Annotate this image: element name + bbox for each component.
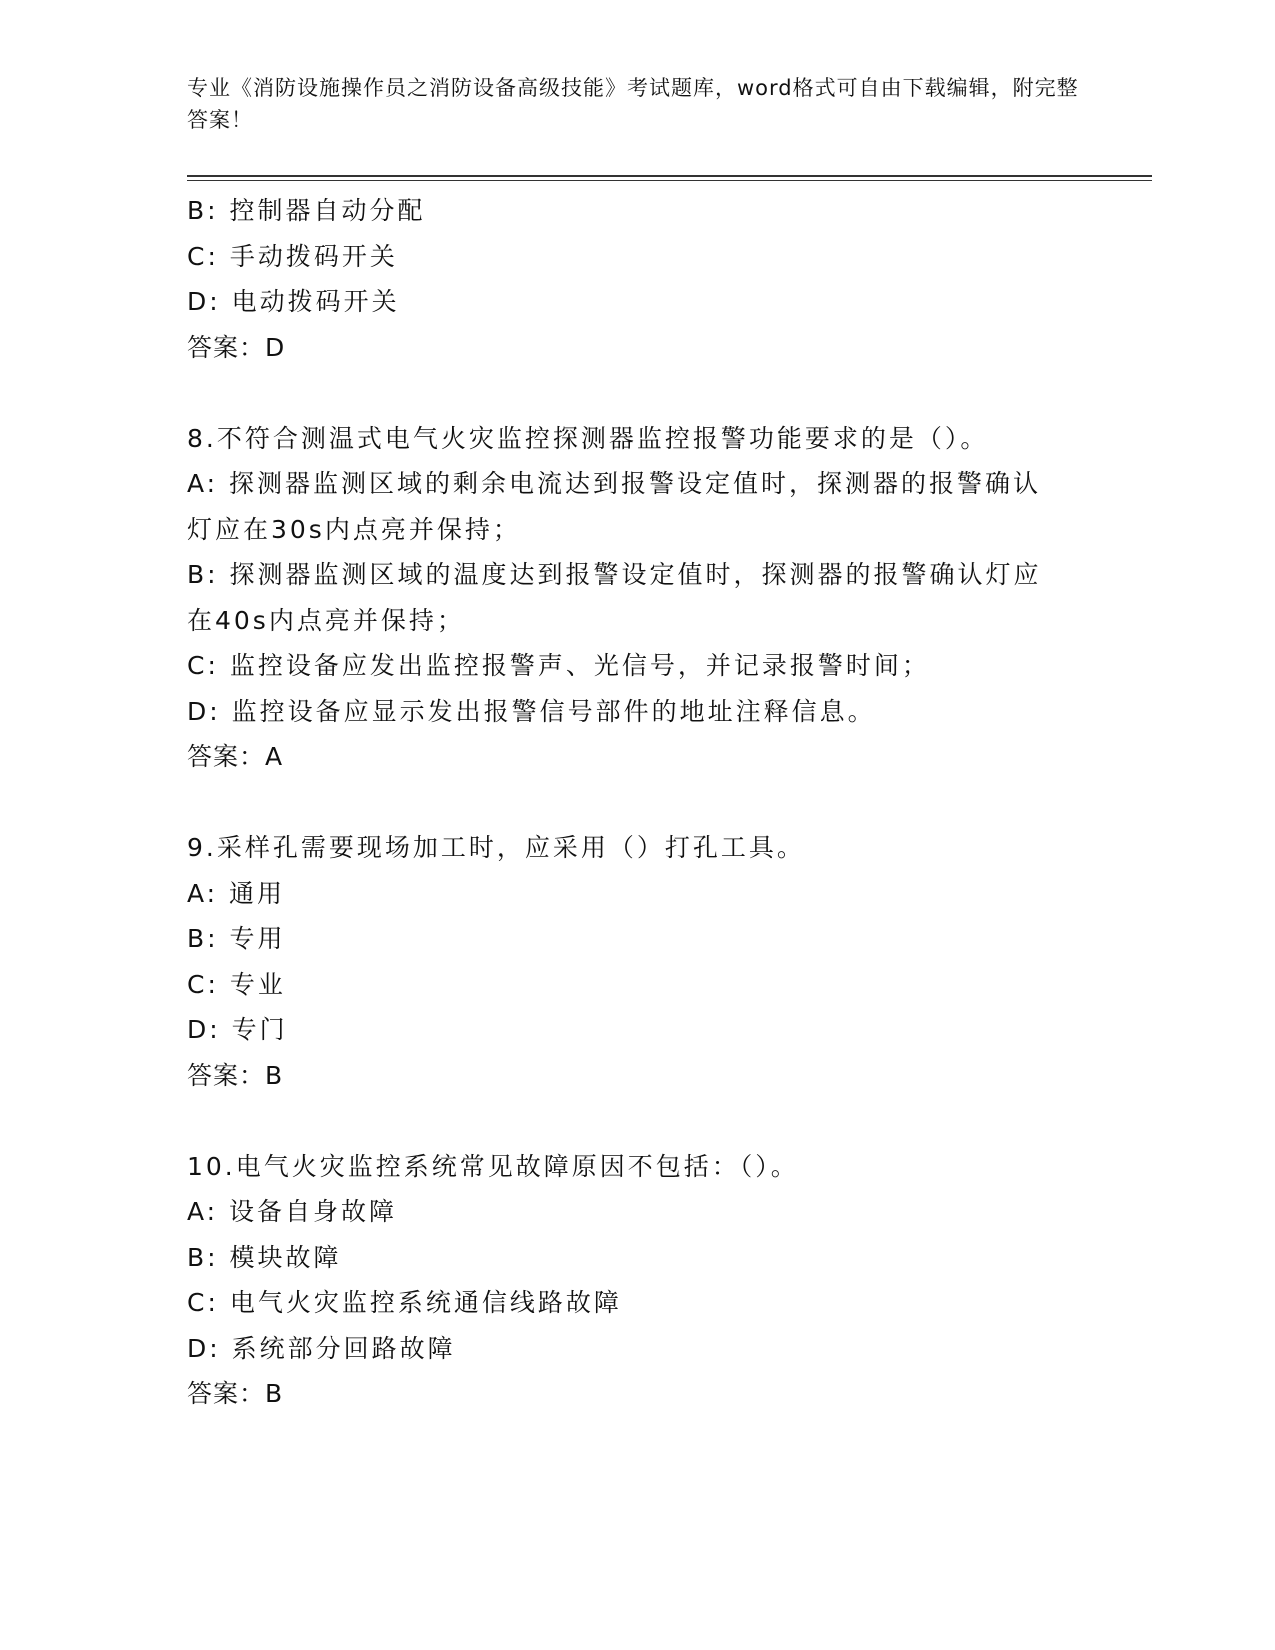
option-a: A: 通用 [187, 878, 286, 908]
option-text: 探测器监测区域的剩余电流达到报警设定值时，探测器的报警确认 [229, 469, 1042, 498]
answer-prefix: 答案： [187, 332, 266, 362]
option-text: 控制器自动分配 [229, 196, 426, 225]
question-10 [187, 1144, 1087, 1417]
option-label: B [187, 1242, 208, 1272]
document-body [187, 188, 1087, 1417]
question-number: 10. [187, 1151, 236, 1181]
option-text: 监控设备应发出监控报警声、光信号，并记录报警时间； [229, 651, 930, 680]
answer-value: B [265, 1060, 284, 1090]
option-label: B [187, 560, 208, 589]
question-number: 9. [187, 833, 217, 862]
option-label: D [187, 1333, 210, 1363]
option-text: 电气火灾监控系统通信线路故障 [229, 1288, 622, 1317]
option-label: A [187, 878, 207, 908]
option-b-cont: 在40s内点亮并保持； [187, 605, 465, 635]
option-b: B: 模块故障 [187, 1242, 342, 1272]
option-text: 设备自身故障 [229, 1197, 398, 1226]
option-b: B: 控制器自动分配 [187, 196, 426, 225]
option-b: B: 探测器监测区域的温度达到报警设定值时，探测器的报警确认灯应 [187, 560, 1042, 589]
question-body: 不符合测温式电气火灾监控探测器监控报警功能要求的是（）。 [216, 423, 989, 453]
prev-question-options [187, 188, 1087, 370]
answer-line [187, 325, 1087, 371]
question-number: 8. [187, 423, 217, 453]
option-a: A: 探测器监测区域的剩余电流达到报警设定值时，探测器的报警确认 [187, 469, 1042, 498]
option-c: C: 电气火灾监控系统通信线路故障 [187, 1288, 622, 1317]
question-body: 采样孔需要现场加工时，应采用（）打孔工具。 [216, 833, 805, 862]
option-label: C [187, 969, 208, 999]
answer-value: B [265, 1379, 284, 1408]
option-text: 通用 [229, 878, 286, 908]
header-rule-thin [187, 180, 1152, 181]
option-text: 探测器监测区域的温度达到报警设定值时，探测器的报警确认灯应 [229, 560, 1042, 589]
option-c: C: 手动拨码开关 [187, 241, 398, 271]
question-text [187, 416, 1087, 462]
option-label: C [187, 241, 208, 271]
option-text: 系统部分回路故障 [231, 1333, 456, 1363]
option-a: A: 设备自身故障 [187, 1197, 398, 1226]
option-label: B [187, 924, 208, 953]
header-rule-thick [187, 175, 1152, 177]
option-text: 专门 [231, 1015, 288, 1044]
option-text: 电动拨码开关 [231, 287, 400, 316]
option-label: A [187, 1197, 207, 1226]
option-text: 专业 [229, 969, 286, 999]
question-body: 电气火灾监控系统常见故障原因不包括：（）。 [235, 1151, 799, 1181]
answer-value: A [265, 742, 284, 771]
question-text [187, 1144, 1087, 1190]
question-8 [187, 416, 1087, 780]
option-text: 专用 [229, 924, 286, 953]
option-label: B [187, 196, 208, 225]
option-b: B: 专用 [187, 924, 286, 953]
option-label: C [187, 651, 208, 680]
option-c: C: 监控设备应发出监控报警声、光信号，并记录报警时间； [187, 651, 930, 680]
document-header: 专业《消防设施操作员之消防设备高级技能》考试题库，word格式可自由下载编辑，附完整答案！ [187, 76, 1079, 132]
option-d: D: 监控设备应显示发出报警信号部件的地址注释信息。 [187, 696, 876, 726]
question-9 [187, 825, 1087, 1098]
answer-prefix: 答案： [187, 742, 266, 771]
answer-line [187, 1053, 1087, 1099]
option-d: D: 电动拨码开关 [187, 287, 400, 316]
question-text [187, 825, 1087, 871]
option-text: 手动拨码开关 [229, 241, 398, 271]
option-label: D [187, 287, 210, 316]
answer-prefix: 答案： [187, 1060, 266, 1090]
answer-line [187, 1371, 1087, 1417]
option-d: D: 专门 [187, 1015, 288, 1044]
option-a-cont: 灯应在30s内点亮并保持； [187, 514, 521, 544]
option-text: 模块故障 [229, 1242, 342, 1272]
option-label: C [187, 1288, 208, 1317]
answer-prefix: 答案： [187, 1379, 266, 1408]
answer-value: D [265, 332, 286, 362]
option-d: D: 系统部分回路故障 [187, 1333, 456, 1363]
option-label: D [187, 696, 210, 726]
option-c: C: 专业 [187, 969, 286, 999]
option-text: 监控设备应显示发出报警信号部件的地址注释信息。 [231, 696, 876, 726]
option-label: D [187, 1015, 210, 1044]
option-label: A [187, 469, 207, 498]
answer-line [187, 734, 1087, 780]
